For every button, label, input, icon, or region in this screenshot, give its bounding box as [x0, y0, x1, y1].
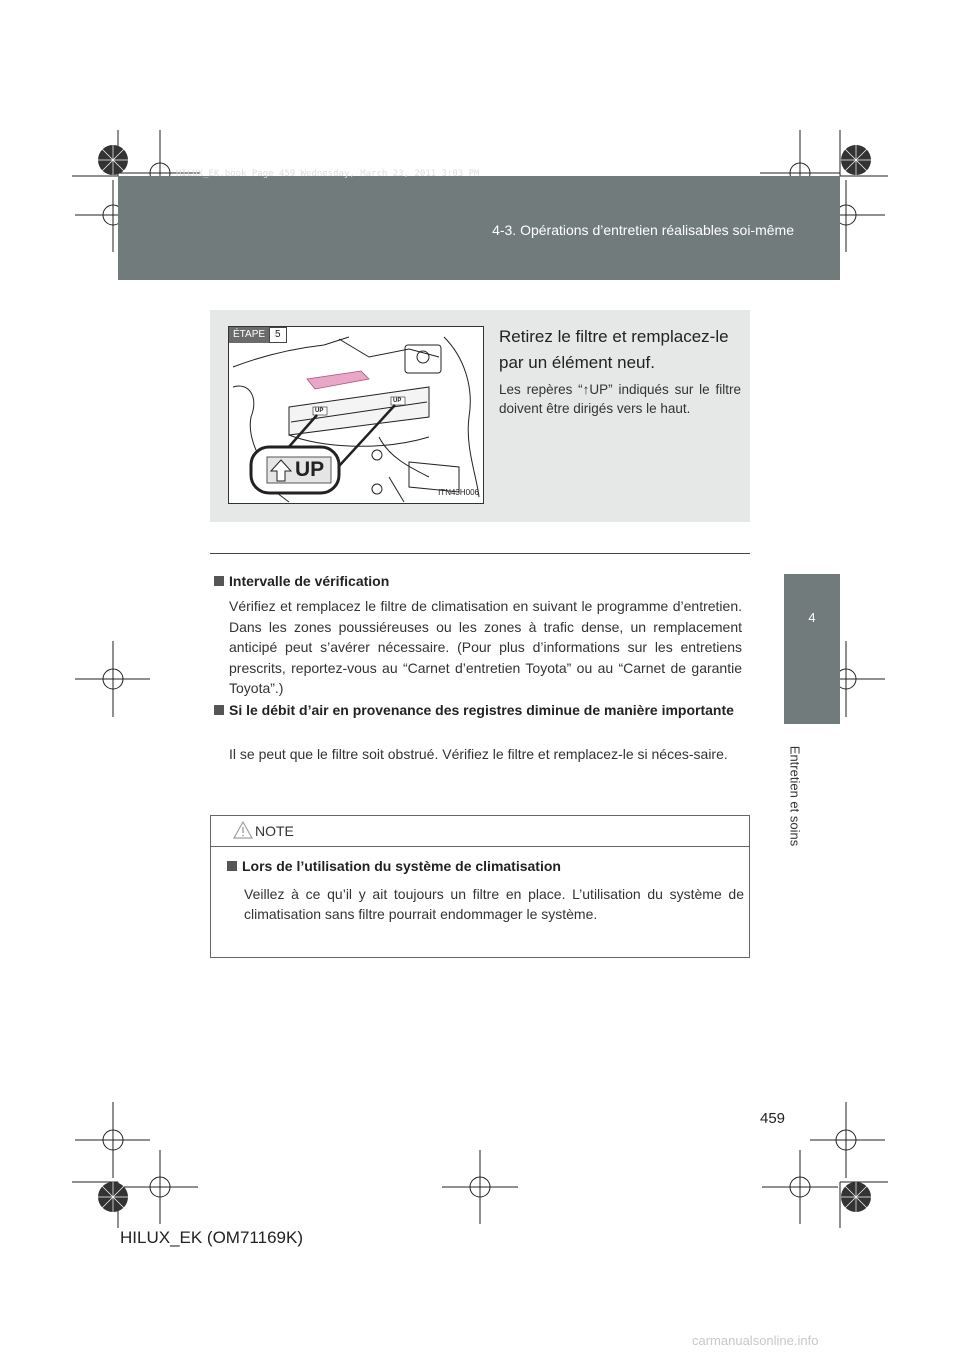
section-heading-interval [214, 571, 744, 591]
note-item-heading-text: Lors de l’utilisation du système de climatisation [242, 858, 561, 874]
figure-code: ITN43H006 [438, 488, 479, 497]
chapter-header [118, 169, 840, 280]
chapter-tab [784, 574, 840, 724]
square-bullet-icon [214, 576, 224, 586]
page-number: 459 [760, 1110, 786, 1127]
step-badge-label: ÉTAPE [229, 327, 269, 343]
section-paragraph-interval: Vérifiez et remplacez le filtre de climatisation en suivant le programme d’entretien. Dans les zones poussiéreuses ou les zones à trafic dense, un remplacement anticipé peut s’avérer nécessaire. (Pour plus d’informations sur les entretiens prescrits, reportez-vous au “Carnet d’entretien Toyota” ou au “Carnet de garantie Toyota”.) [229, 598, 742, 696]
callout-up-label: UP [295, 458, 325, 481]
chapter-number: 4 [808, 610, 816, 625]
watermark: carmanualsonline.info [692, 1333, 819, 1348]
note-text: Veillez à ce qu’il y ait toujours un filtre en place. L’utilisation du système de climatisation sans filtre pourrait endommager le système. [244, 886, 744, 922]
filter-mark-1: UP [315, 408, 324, 414]
note-heading: NOTE [255, 823, 294, 839]
step-badge-number: 5 [269, 327, 287, 343]
chapter-tab-label-text: Entretien et soins [787, 745, 803, 847]
divider [210, 553, 750, 554]
square-bullet-icon [214, 705, 224, 715]
section-heading-text: Intervalle de vérification [229, 573, 390, 589]
section-heading-text: Si le débit d’air en provenance des registres diminue de manière importante [229, 702, 734, 718]
step-description: Les repères “↑UP” indiqués sur le filtre doivent être dirigés vers le haut. [499, 382, 741, 416]
note-header [211, 816, 749, 847]
step-badge [229, 327, 287, 343]
model-code: HILUX_EK (OM71169K) [120, 1228, 303, 1247]
section-paragraph-airflow: Il se peut que le filtre soit obstrué. Vérifiez le filtre et remplacez-le si néces-saire. [229, 746, 728, 762]
warning-triangle-icon [233, 821, 253, 839]
section-heading-airflow [214, 700, 744, 720]
note-box [210, 815, 750, 958]
step-figure [228, 326, 484, 504]
filter-mark-2: UP [393, 398, 402, 404]
note-item-heading [227, 858, 561, 874]
filter-illustration [229, 327, 484, 504]
print-info: HILUX_EK.book Page 459 Wednesday, March 23, 2011 3:03 PM [176, 169, 480, 179]
square-bullet-icon [227, 861, 237, 871]
section-title: 4-3. Opérations d’entretien réalisables soi-même [492, 222, 794, 238]
step-box [210, 310, 750, 522]
step-title: Retirez le filtre et remplacez-le par un élément neuf. [499, 327, 729, 372]
chapter-tab-label [779, 736, 811, 856]
